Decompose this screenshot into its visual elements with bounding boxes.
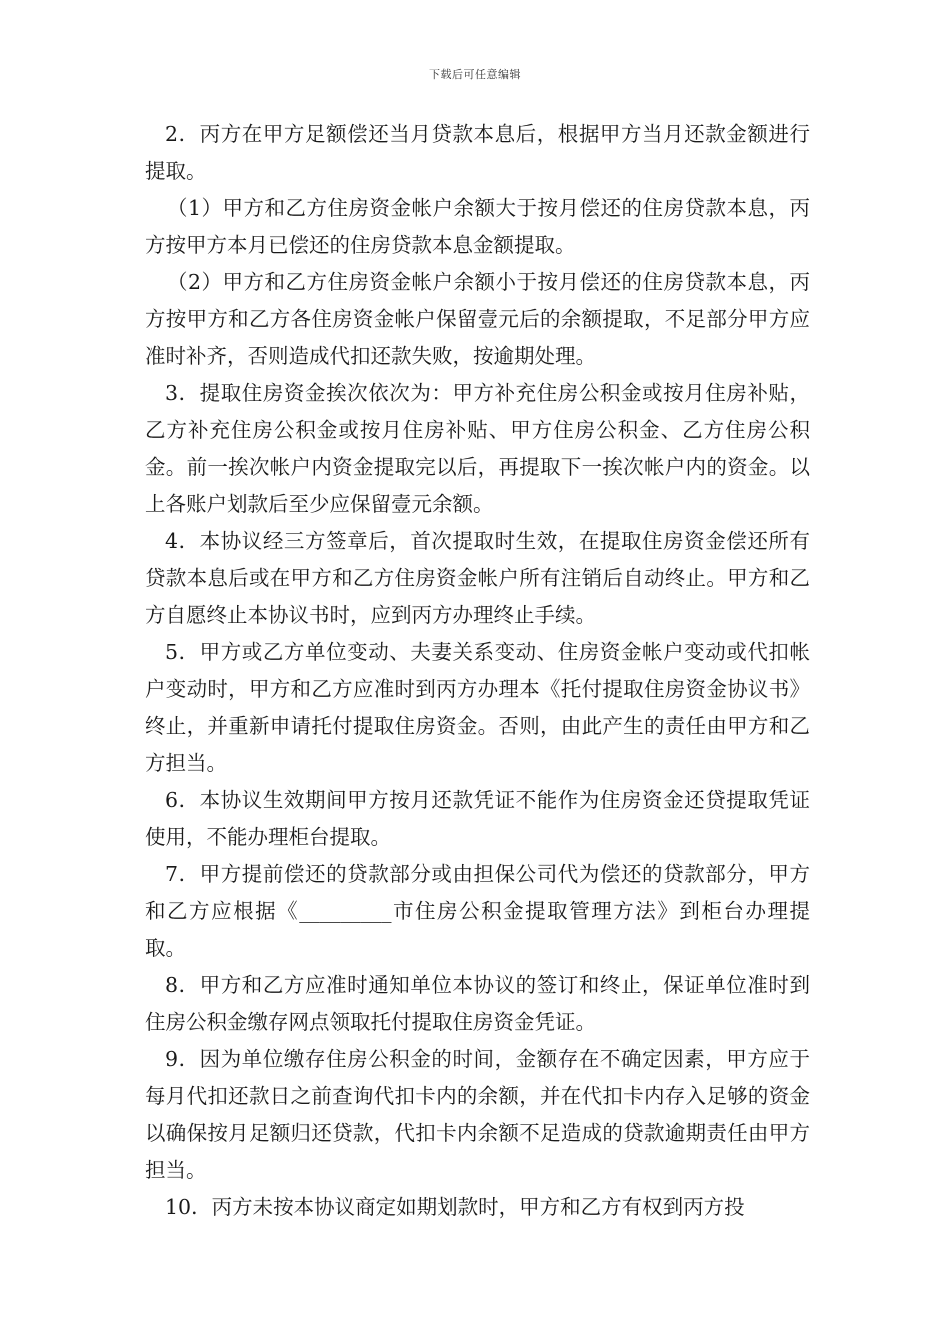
clause-9: 9．因为单位缴存住房公积金的时间，金额存在不确定因素，甲方应于每月代扣还款日之前查询代扣卡内的余额，并在代扣卡内存入足够的资金以确保按月足额归还贷款，代扣卡内余额不足造成的贷款逾期责任由甲方担当。 <box>145 1047 810 1182</box>
clause-6: 6．本协议生效期间甲方按月还款凭证不能作为住房资金还贷提取凭证使用，不能办理柜台提取。 <box>145 788 810 849</box>
clause-2-item-2: （2）甲方和乙方住房资金帐户余额小于按月偿还的住房贷款本息，丙方按甲方和乙方各住房资金帐户保留壹元后的余额提取，不足部分甲方应准时补齐，否则造成代扣还款失败，按逾期处理。 <box>145 270 810 368</box>
document-body <box>145 116 810 1226</box>
clause-2-item-1: （1）甲方和乙方住房资金帐户余额大于按月偿还的住房贷款本息，丙方按甲方本月已偿还的住房贷款本息金额提取。 <box>145 196 810 257</box>
clause-7: 7．甲方提前偿还的贷款部分或由担保公司代为偿还的贷款部分，甲方和乙方应根据《_________市住房公积金提取管理方法》到柜台办理提取。 <box>145 862 810 960</box>
clause-4: 4．本协议经三方签章后，首次提取时生效，在提取住房资金偿还所有贷款本息后或在甲方和乙方住房资金帐户所有注销后自动终止。甲方和乙方自愿终止本协议书时，应到丙方办理终止手续。 <box>145 529 810 627</box>
clause-5: 5．甲方或乙方单位变动、夫妻关系变动、住房资金帐户变动或代扣帐户变动时，甲方和乙方应准时到丙方办理本《托付提取住房资金协议书》终止，并重新申请托付提取住房资金。否则，由此产生的责任由甲方和乙方担当。 <box>145 640 810 775</box>
page-header-note: 下载后可任意编辑 <box>429 68 521 81</box>
clause-10: 10．丙方未按本协议商定如期划款时，甲方和乙方有权到丙方投 <box>165 1195 745 1219</box>
clause-3: 3．提取住房资金挨次依次为：甲方补充住房公积金或按月住房补贴，乙方补充住房公积金或按月住房补贴、甲方住房公积金、乙方住房公积金。前一挨次帐户内资金提取完以后，再提取下一挨次帐户内的资金。以上各账户划款后至少应保留壹元余额。 <box>145 381 810 516</box>
clause-2: 2．丙方在甲方足额偿还当月贷款本息后，根据甲方当月还款金额进行提取。 <box>145 122 810 183</box>
clause-8: 8．甲方和乙方应准时通知单位本协议的签订和终止，保证单位准时到住房公积金缴存网点领取托付提取住房资金凭证。 <box>145 973 810 1034</box>
